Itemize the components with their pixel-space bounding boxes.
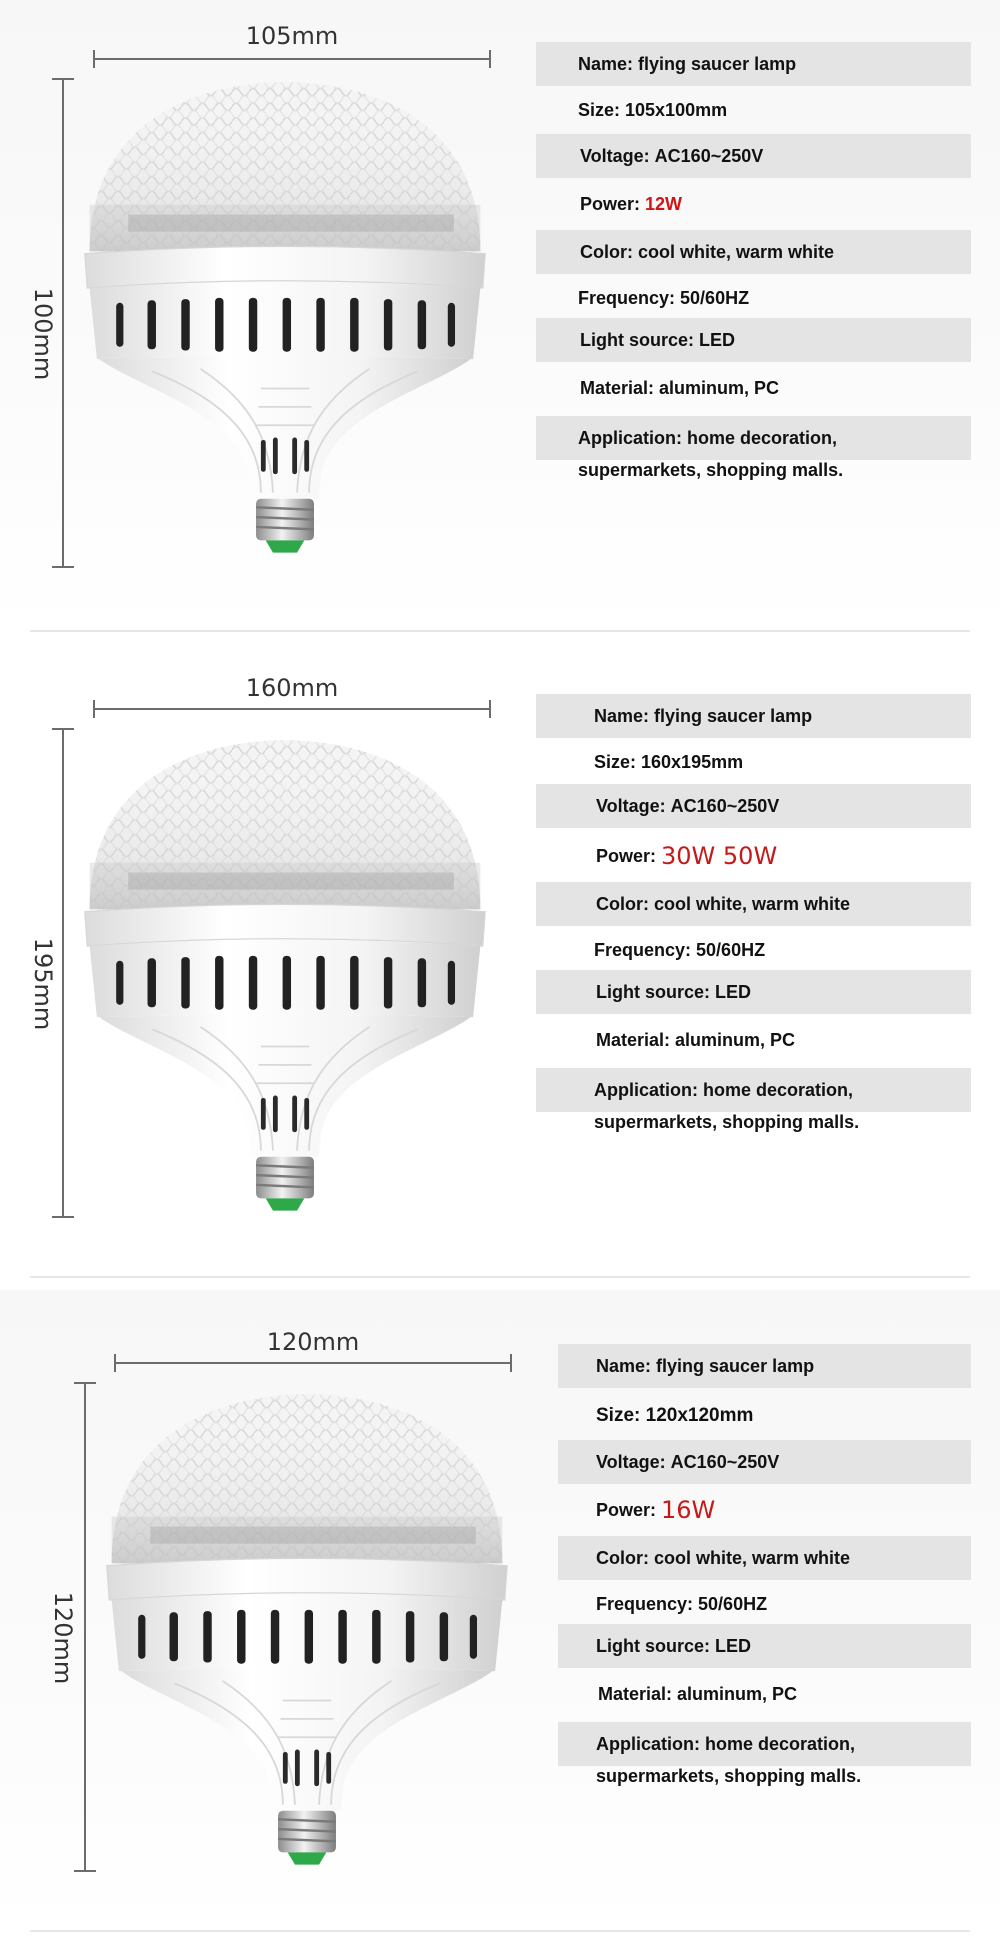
width-dimension-line [93,58,491,60]
spec-row-name: Name: flying saucer lamp [558,1344,971,1388]
spec-row-light-source: Light source: LED [558,1624,971,1668]
section-divider [30,1276,970,1278]
section-divider [30,1930,970,1932]
spec-row-application: Application: home decoration, [536,416,971,460]
spec-row-light-source: Light source: LED [536,970,971,1014]
spec-row-color: Color: cool white, warm white [536,230,971,274]
product-section-3 [0,1290,1000,1930]
section-divider [30,630,970,632]
flying-saucer-led-bulb-icon [102,1382,512,1872]
width-dimension-label: 120mm [266,1328,360,1356]
width-dimension-line [93,708,491,710]
spec-row-frequency: Frequency: 50/60HZ [596,1593,768,1614]
spec-row-name: Name: flying saucer lamp [536,42,971,86]
spec-row-color: Color: cool white, warm white [558,1536,971,1580]
spec-row-voltage: Voltage: AC160~250V [536,784,971,828]
spec-row-light-source: Light source: LED [536,318,971,362]
flying-saucer-led-bulb-icon [80,70,490,560]
spec-row-application: Application: home decoration, [536,1068,971,1112]
spec-row-name: Name: flying saucer lamp [536,694,971,738]
spec-row-power: Power: 30W 50W [596,842,778,870]
spec-row-power: Power: 16W [596,1496,716,1524]
product-section-1 [0,0,1000,630]
product-section-2 [0,650,1000,1270]
spec-row-size: Size: 105x100mm [578,99,728,120]
width-dimension-label: 160mm [245,674,339,702]
spec-row-color: Color: cool white, warm white [536,882,971,926]
spec-row-size: Size: 120x120mm [596,1405,754,1426]
spec-row-voltage: Voltage: AC160~250V [558,1440,971,1484]
spec-row-material: Material: aluminum, PC [580,377,780,398]
height-dimension-label: 100mm [29,287,57,381]
height-dimension-line [84,1382,86,1872]
spec-row-frequency: Frequency: 50/60HZ [578,287,750,308]
spec-row-application: Application: home decoration, [558,1722,971,1766]
width-dimension-line [114,1362,512,1364]
spec-application-line-2: supermarkets, shopping malls. [578,460,844,480]
spec-row-frequency: Frequency: 50/60HZ [594,939,766,960]
height-dimension-label: 195mm [29,937,57,1031]
spec-row-material: Material: aluminum, PC [598,1683,798,1704]
spec-row-power: Power: 12W [580,193,683,214]
spec-row-size: Size: 160x195mm [594,751,744,772]
spec-application-line-2: supermarkets, shopping malls. [596,1766,862,1786]
width-dimension-label: 105mm [245,22,339,50]
height-dimension-line [62,728,64,1218]
height-dimension-line [62,78,64,568]
spec-application-line-2: supermarkets, shopping malls. [594,1112,860,1132]
spec-row-material: Material: aluminum, PC [596,1029,796,1050]
spec-row-voltage: Voltage: AC160~250V [536,134,971,178]
flying-saucer-led-bulb-icon [80,728,490,1218]
height-dimension-label: 120mm [49,1591,77,1685]
